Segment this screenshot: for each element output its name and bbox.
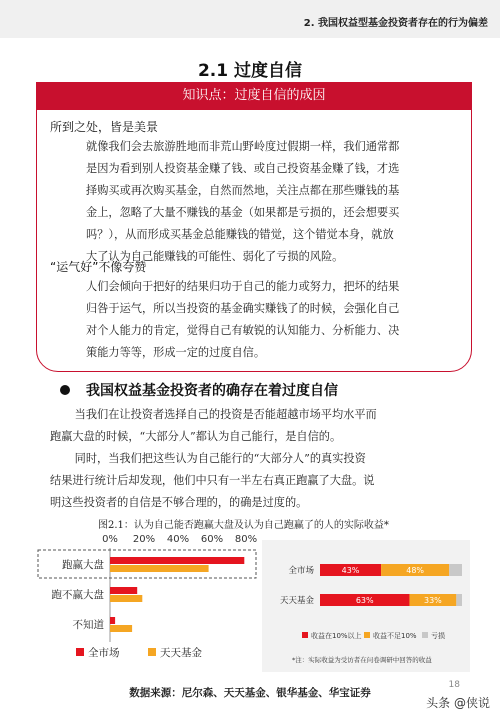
section-title: 2.1 过度自信 <box>197 61 303 81</box>
bar <box>110 587 137 594</box>
data-label: 43% <box>341 566 360 575</box>
bullet-paragraph <box>50 404 455 514</box>
category-label: 不知道 <box>72 619 104 631</box>
knowledge-box-banner: 知识点：过度自信的成因 <box>36 82 472 110</box>
category-label: 全市场 <box>288 566 314 576</box>
bar <box>110 565 209 572</box>
legend-swatch <box>422 632 428 638</box>
legend-swatch <box>76 648 84 656</box>
page-number: 18 <box>448 680 460 690</box>
para1-line: 是因为看到别人投资基金赚了钱、或自己投资基金赚了钱，才选 <box>86 162 400 175</box>
x-tick-label: 80% <box>234 534 258 545</box>
para1-line: 金上，忽略了大量不赚钱的基金（如果都是亏损的，还会想要买 <box>86 206 400 219</box>
para1-line: 大了认为自己能赚钱的可能性、弱化了亏损的风险。 <box>86 250 344 263</box>
legend-swatch <box>364 632 370 638</box>
bar <box>110 617 115 624</box>
category-label: 跑赢大盘 <box>62 559 104 571</box>
legend-label: 收益在10%以上 <box>311 632 362 640</box>
stacked-bar-segment <box>456 594 462 606</box>
x-tick-label: 60% <box>200 534 224 545</box>
x-tick-label: 0% <box>102 534 118 545</box>
category-label: 天天基金 <box>279 596 314 606</box>
bar <box>110 625 132 632</box>
legend-label: 亏损 <box>431 632 445 640</box>
figure-caption: 图2.1：认为自己能否跑赢大盘及认为自己跑赢了的人的实际收益* <box>98 520 389 531</box>
para1-line: 择购买或再次购买基金，自然而然地，关注点都在那些赚钱的基 <box>86 184 400 197</box>
para1-line: 吗？），从而形成买基金总能赚钱的错觉，这个错觉本身，就放 <box>86 228 394 241</box>
para2-line: 人们会倾向于把好的结果归功于自己的能力或努力，把坏的结果 <box>86 280 400 293</box>
bar <box>110 595 142 602</box>
data-label: 33% <box>423 596 442 605</box>
category-label: 跑不赢大盘 <box>51 589 104 601</box>
chart-right <box>262 540 470 672</box>
para2-line: 归咎于运气，所以当投资的基金确实赚钱了的时候，会强化自己 <box>86 302 400 315</box>
bullet-para-line: 同时，当我们把这些认为自己能行的“大部分人”的真实投资 <box>74 452 366 465</box>
bullet-para-line: 当我们在让投资者选择自己的投资是否能超越市场平均水平而 <box>74 408 377 421</box>
x-tick-label: 20% <box>132 534 156 545</box>
watermark: 头条 @侠说 <box>426 696 490 710</box>
legend-label: 天天基金 <box>160 647 202 659</box>
header-title: 2. 我国权益型基金投资者存在的行为偏差 <box>303 18 488 29</box>
knowledge-paragraph-1 <box>86 136 448 268</box>
bullet-para-line: 结果进行统计后却发现，他们中只有一半左右真正跑赢了大盘。说 <box>50 474 375 487</box>
data-label: 48% <box>406 566 425 575</box>
chart-note: *注：实际收益为受访者在问卷调研中回答的收益 <box>292 656 432 664</box>
para2-line: 对个人能力的肯定，觉得自己有敏锐的认知能力、分析能力、决 <box>86 324 400 337</box>
data-label: 63% <box>355 596 374 605</box>
knowledge-heading-1: 所到之处，皆是美景 <box>50 120 159 134</box>
bullet-title: 我国权益基金投资者的确存在着过度自信 <box>86 383 338 399</box>
bullet-icon <box>60 385 70 395</box>
para1-line: 就像我们会去旅游胜地而非荒山野岭度过假期一样，我们通常都 <box>86 140 400 153</box>
legend-swatch <box>148 648 156 656</box>
para2-line: 策能力等等，形成一定的过度自信。 <box>86 346 266 359</box>
data-source: 数据来源：尼尔森、天天基金、银华基金、华宝证券 <box>129 687 371 699</box>
legend-label: 全市场 <box>88 647 120 659</box>
bullet-para-line: 跑赢大盘的时候，“大部分人”都认为自己能行，是自信的。 <box>50 430 342 443</box>
legend-swatch <box>302 632 308 638</box>
knowledge-paragraph-2 <box>86 276 448 364</box>
knowledge-heading-2: “运气好”不像夸赞 <box>50 260 147 274</box>
x-tick-label: 40% <box>166 534 190 545</box>
bullet-para-line: 明这些投资者的自信是不够合理的，的确是过度的。 <box>50 496 308 509</box>
bar <box>110 557 244 564</box>
legend-label: 收益不足10% <box>373 632 417 640</box>
stacked-bar-segment <box>449 564 462 576</box>
chart-left <box>36 530 266 678</box>
